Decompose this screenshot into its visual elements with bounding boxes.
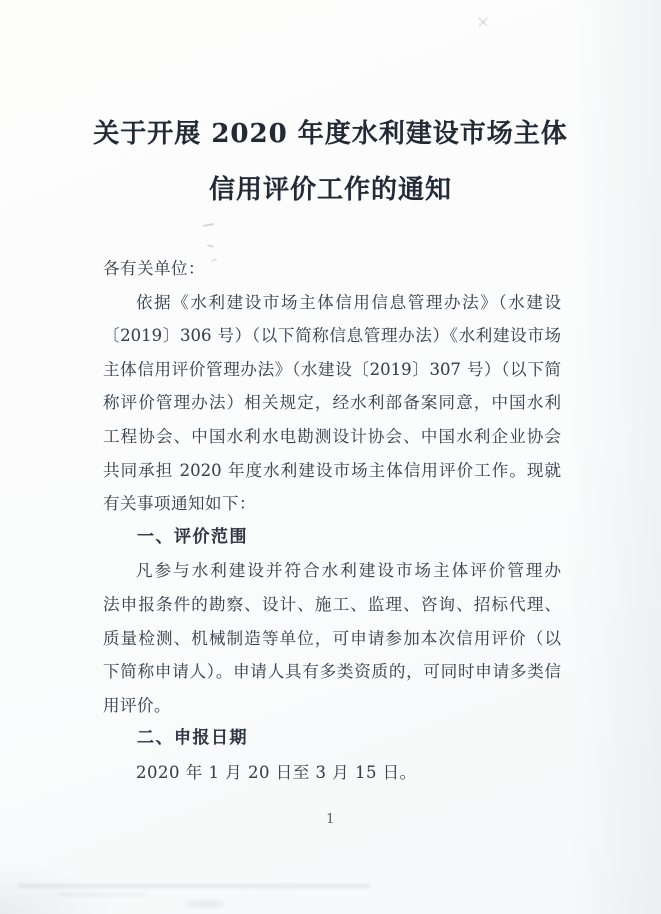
- text-line: 2020 年 1 月 20 日至 3 月 15 日。: [136, 762, 417, 782]
- text-line: 凡参与水利建设并符合水利建设市场主体评价管理办: [136, 561, 561, 581]
- section-heading-2: 二、申报日期: [137, 728, 248, 749]
- salutation-line: 各有关单位：: [103, 259, 205, 278]
- title-line-2: 信用评价工作的通知: [208, 175, 452, 205]
- scan-shadow-streak: [18, 884, 370, 888]
- text-line: 依据《水利建设市场主体信用信息管理办法》（水建设: [136, 292, 561, 312]
- text-line: 〔2019〕306 号）（以下简称信息管理办法）《水利建设市场: [103, 326, 561, 346]
- scan-smudge: [207, 244, 214, 248]
- scan-cross-mark: [477, 16, 489, 28]
- document-title: [0, 106, 661, 218]
- scan-smudge: [203, 223, 214, 227]
- scan-shadow-streak: [58, 893, 146, 896]
- text-line: 称评价管理办法）相关规定，经水利部备案同意，中国水利: [103, 393, 561, 413]
- scan-shadow-blob: [184, 900, 226, 908]
- text-line: 共同承担 2020 年度水利建设市场主体信用评价工作。现就: [103, 460, 561, 480]
- document-body: [103, 252, 561, 790]
- section-heading-1: 一、评价范围: [137, 526, 248, 547]
- text-line: 工程协会、中国水利水电勘测设计协会、中国水利企业协会: [103, 426, 561, 446]
- title-line-1: 关于开展 2020 年度水利建设市场主体: [93, 119, 568, 149]
- text-line: 法申报条件的勘察、设计、施工、监理、咨询、招标代理、: [103, 594, 561, 614]
- text-line: 下简称申请人）。申请人具有多类资质的，可同时申请多类信: [103, 662, 561, 682]
- page-number: 1: [326, 812, 335, 827]
- text-line: 有关事项通知如下：: [103, 494, 256, 514]
- text-line: 质量检测、机械制造等单位，可申请参加本次信用评价（以: [103, 628, 561, 648]
- text-line: 主体信用评价管理办法》（水建设〔2019〕307 号）（以下简: [103, 359, 561, 379]
- scan-corner-shade: [0, 856, 120, 914]
- text-line: 用评价。: [103, 695, 171, 715]
